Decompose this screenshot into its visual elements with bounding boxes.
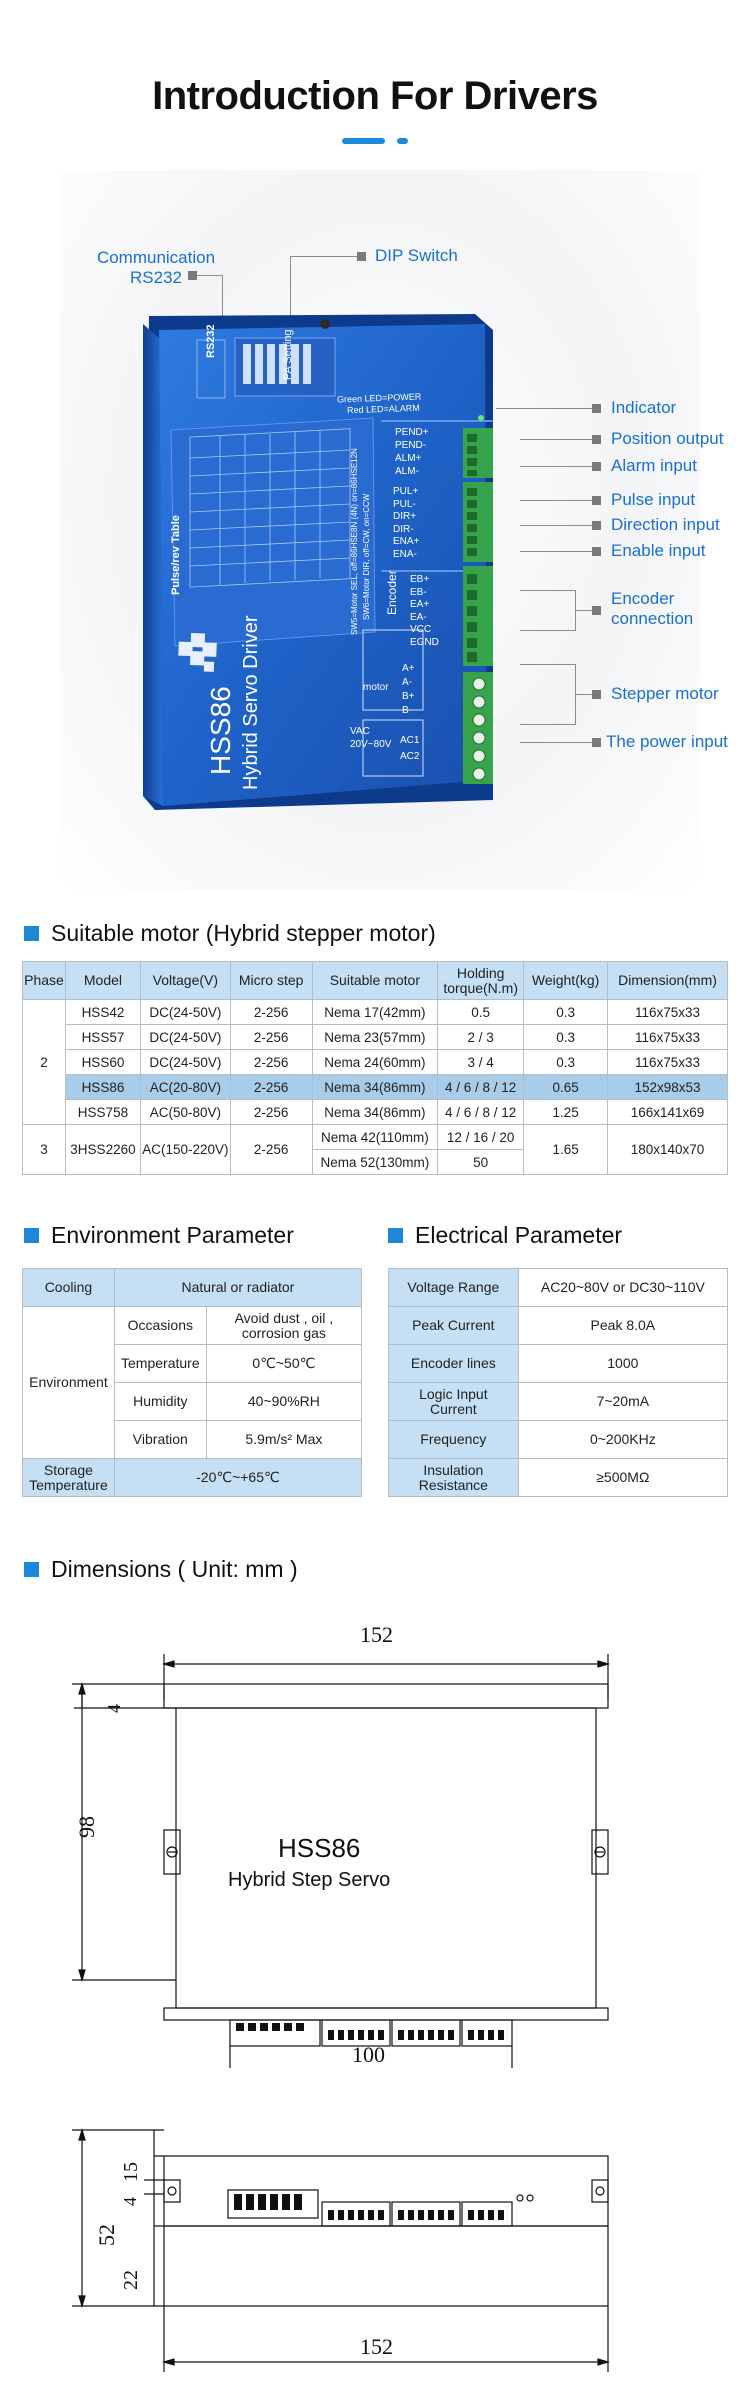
cell: AC20~80V or DC30~110V — [518, 1269, 727, 1307]
device-pins-enc — [410, 574, 439, 649]
cell: Humidity — [114, 1383, 206, 1421]
callout-marker — [592, 606, 601, 615]
leader-line — [197, 275, 223, 276]
cell: 0.3 — [524, 1025, 608, 1050]
cell: AC(150-220V) — [140, 1125, 230, 1175]
cell: 12 / 16 / 20 — [438, 1125, 524, 1150]
cell: 4 / 6 / 8 / 12 — [438, 1100, 524, 1125]
col-header: Voltage(V) — [140, 962, 230, 1000]
dim-side-height-label: 52 — [94, 2224, 119, 2246]
callout-alarm-input: Alarm input — [611, 456, 697, 475]
cell: Peak Current — [389, 1307, 519, 1345]
pin-label: PEND- — [395, 440, 427, 451]
section-marker — [388, 1228, 403, 1243]
cell: Temperature — [114, 1345, 206, 1383]
dim-side-top-label: 15 — [120, 2162, 142, 2182]
cell: Nema 24(60mm) — [312, 1050, 438, 1075]
cell: -20℃~+65℃ — [114, 1459, 361, 1497]
pin-label: A+ — [402, 663, 415, 674]
table-header-row — [23, 962, 728, 1000]
cell: 116x75x33 — [608, 1025, 728, 1050]
device-model: HSS86 — [205, 686, 236, 775]
callout-position-output: Position output — [611, 429, 724, 448]
electrical-table — [388, 1268, 728, 1497]
pin-label: EGND — [410, 636, 439, 648]
callout-marker — [592, 738, 601, 747]
cell: Vibration — [114, 1421, 206, 1459]
pin-label: ALM- — [395, 466, 419, 477]
callout-pulse-input: Pulse input — [611, 490, 696, 509]
pin-label: EA+ — [410, 599, 430, 610]
driver-illustration — [135, 310, 520, 820]
dim-hole-span-label: 100 — [352, 2042, 385, 2067]
pin-label: VCC — [410, 624, 432, 635]
device-name: Hybrid Servo Driver — [240, 615, 262, 790]
callout-marker — [592, 496, 601, 505]
cell: Environment — [23, 1307, 115, 1459]
cell: 4 / 6 / 8 / 12 — [438, 1075, 524, 1100]
cell: 2 / 3 — [438, 1025, 524, 1050]
leader-line — [520, 664, 575, 665]
dims-section-title: Dimensions ( Unit: mm ) — [51, 1556, 298, 1582]
cell: DC(24-50V) — [140, 1000, 230, 1025]
leader-line — [575, 694, 592, 695]
cell: 50 — [438, 1150, 524, 1175]
cell: Encoder lines — [389, 1345, 519, 1383]
table-row — [389, 1307, 728, 1345]
leader-line — [575, 610, 592, 611]
cell: HSS42 — [65, 1000, 140, 1025]
leader-line — [520, 630, 575, 631]
cell: 1000 — [518, 1345, 727, 1383]
cell: 3HSS2260 — [65, 1125, 140, 1175]
cell: 5.9m/s² Max — [206, 1421, 361, 1459]
callout-stepper-motor: Stepper motor — [611, 684, 719, 703]
table-row — [389, 1459, 728, 1497]
cell: 2-256 — [230, 1000, 312, 1025]
cell: 1.65 — [524, 1125, 608, 1175]
leader-line — [496, 408, 592, 409]
phase-cell: 2 — [23, 1000, 66, 1125]
device-pins-ctrl1 — [395, 426, 429, 478]
cell: 116x75x33 — [608, 1050, 728, 1075]
table-row — [389, 1345, 728, 1383]
callout-marker — [592, 404, 601, 413]
leader-line — [520, 551, 592, 552]
dim-side-mid-label: 4 — [120, 2197, 140, 2206]
callout-marker — [592, 547, 601, 556]
elec-section-heading — [388, 1222, 622, 1249]
dim-height-label: 98 — [74, 1816, 99, 1838]
leader-line — [520, 590, 575, 591]
dims-section-heading — [24, 1556, 298, 1583]
table-row — [389, 1421, 728, 1459]
cell: DC(24-50V) — [140, 1025, 230, 1050]
pin-label: PEND+ — [395, 427, 429, 438]
pin-label: EB- — [410, 586, 427, 598]
environment-table — [22, 1268, 362, 1497]
device-sw-note-2: SW6=Motor DIR, off=CW, on=CCW — [362, 493, 371, 620]
cell: 0.3 — [524, 1050, 608, 1075]
cell: HSS86 — [65, 1075, 140, 1100]
table-row — [23, 1269, 362, 1307]
pin-label: AC1 — [400, 735, 420, 746]
motor-section-title: Suitable motor (Hybrid stepper motor) — [51, 920, 436, 946]
cell: HSS60 — [65, 1050, 140, 1075]
pin-label: DIR- — [393, 523, 414, 535]
callout-power-input: The power input — [606, 732, 728, 751]
callout-communication: Communication RS232 — [96, 248, 216, 287]
cell: 2-256 — [230, 1100, 312, 1125]
device-led-green: Green LED=POWER — [336, 391, 422, 405]
callout-marker — [592, 462, 601, 471]
leader-line — [520, 500, 592, 501]
callout-marker — [592, 521, 601, 530]
cell: Insulation Resistance — [389, 1459, 519, 1497]
pin-label: B- — [402, 705, 412, 716]
callout-enable-input: Enable input — [611, 541, 706, 560]
cell: 0.5 — [438, 1000, 524, 1025]
leader-line — [520, 525, 592, 526]
col-header: Model — [65, 962, 140, 1000]
dim-offset-label: 4 — [104, 1704, 124, 1713]
cell: Nema 17(42mm) — [312, 1000, 438, 1025]
motor-table — [22, 961, 728, 1175]
env-section-title: Environment Parameter — [51, 1222, 294, 1248]
cell: Avoid dust , oil , corrosion gas — [206, 1307, 361, 1345]
device-encoder-label: Encoder — [385, 570, 399, 615]
cell: Natural or radiator — [114, 1269, 361, 1307]
cell: 116x75x33 — [608, 1000, 728, 1025]
cell: 0.65 — [524, 1075, 608, 1100]
cell: DC(24-50V) — [140, 1050, 230, 1075]
device-pa-setting: PA Setting — [282, 329, 294, 380]
device-vac-label: VAC 20V~80V — [350, 726, 392, 750]
cell: Occasions — [114, 1307, 206, 1345]
leader-line — [520, 742, 592, 743]
leader-line — [520, 439, 592, 440]
cell: 0~200KHz — [518, 1421, 727, 1459]
leader-line — [520, 466, 592, 467]
table-row — [23, 1100, 728, 1125]
cell: 2-256 — [230, 1125, 312, 1175]
table-row — [23, 1307, 362, 1345]
leader-line — [520, 724, 575, 725]
top-view-drawing — [60, 1620, 690, 2070]
cell: Nema 34(86mm) — [312, 1100, 438, 1125]
pin-label: A- — [402, 677, 412, 688]
device-led-red: Red LED=ALARM — [346, 402, 420, 416]
col-header: Micro step — [230, 962, 312, 1000]
device-pins-motor — [402, 662, 415, 718]
cell: 3 / 4 — [438, 1050, 524, 1075]
cell: HSS758 — [65, 1100, 140, 1125]
device-rs232-label: RS232 — [205, 324, 217, 358]
device-pins-power — [400, 733, 419, 765]
callout-encoder-connection: Encoder connection — [611, 589, 694, 628]
dims-subtitle: Hybrid Step Servo — [228, 1869, 391, 1891]
cell: 2-256 — [230, 1025, 312, 1050]
cell: Nema 52(130mm) — [312, 1150, 438, 1175]
title-underline — [342, 138, 385, 144]
cell: AC(50-80V) — [140, 1100, 230, 1125]
pin-label: PUL+ — [393, 486, 419, 497]
callout-indicator: Indicator — [611, 398, 677, 417]
table-row — [23, 1000, 728, 1025]
section-marker — [24, 926, 39, 941]
elec-section-title: Electrical Parameter — [415, 1222, 623, 1248]
dims-model: HSS86 — [278, 1833, 361, 1863]
table-row — [23, 1125, 728, 1150]
cell: ≥500MΩ — [518, 1459, 727, 1497]
device-pins-ctrl2 — [393, 486, 419, 561]
cell: 2-256 — [230, 1050, 312, 1075]
device-sw-note-1: SW5=Motor SEL, off=86HSE8N (4N) on=86HSE12N — [350, 448, 359, 635]
cell: Logic Input Current — [389, 1383, 519, 1421]
pin-label: EB+ — [410, 574, 430, 585]
dim-width-label: 152 — [360, 1622, 393, 1647]
callout-dip-switch: DIP Switch — [375, 246, 458, 265]
cell: Storage Temperature — [23, 1459, 115, 1497]
cell: 2-256 — [230, 1075, 312, 1100]
pin-label: PUL- — [393, 498, 416, 510]
cell: 40~90%RH — [206, 1383, 361, 1421]
col-header: Suitable motor — [312, 962, 438, 1000]
table-row — [23, 1050, 728, 1075]
dim-side-width-label: 152 — [360, 2334, 393, 2359]
env-section-heading — [24, 1222, 294, 1249]
device-pulse-table-title: Pulse/rev Table — [170, 515, 182, 595]
col-header: Dimension(mm) — [608, 962, 728, 1000]
section-marker — [24, 1228, 39, 1243]
callout-marker — [188, 271, 197, 280]
cell: HSS57 — [65, 1025, 140, 1050]
cell: Frequency — [389, 1421, 519, 1459]
cell: Voltage Range — [389, 1269, 519, 1307]
pin-label: B+ — [402, 691, 415, 702]
callout-marker — [592, 690, 601, 699]
col-header: Holding torque(N.m) — [438, 962, 524, 1000]
pin-label: AC2 — [400, 751, 420, 762]
phase-cell: 3 — [23, 1125, 66, 1175]
cell: 180x140x70 — [608, 1125, 728, 1175]
cell: Nema 23(57mm) — [312, 1025, 438, 1050]
section-marker — [24, 1562, 39, 1577]
cell: Cooling — [23, 1269, 115, 1307]
cell: 7~20mA — [518, 1383, 727, 1421]
table-row-highlighted — [23, 1075, 728, 1100]
pin-label: ENA- — [393, 548, 417, 560]
cell: Nema 42(110mm) — [312, 1125, 438, 1150]
pin-label: DIR+ — [393, 511, 417, 522]
motor-section-heading — [24, 920, 436, 947]
cell: Nema 34(86mm) — [312, 1075, 438, 1100]
col-header: Weight(kg) — [524, 962, 608, 1000]
table-row — [23, 1025, 728, 1050]
device-motor-label: motor — [363, 682, 389, 693]
cell: AC(20-80V) — [140, 1075, 230, 1100]
cell: 166x141x69 — [608, 1100, 728, 1125]
callout-direction-input: Direction input — [611, 515, 720, 534]
table-row — [389, 1383, 728, 1421]
leader-line — [290, 256, 357, 257]
callout-marker — [357, 252, 366, 261]
cell: 1.25 — [524, 1100, 608, 1125]
pin-label: EA- — [410, 611, 427, 623]
cell: 0.3 — [524, 1000, 608, 1025]
pin-label: ALM+ — [395, 453, 422, 464]
table-row — [23, 1459, 362, 1497]
cell: Peak 8.0A — [518, 1307, 727, 1345]
pin-label: ENA+ — [393, 536, 420, 547]
col-header: Phase — [23, 962, 66, 1000]
table-row — [389, 1269, 728, 1307]
page-title: Introduction For Drivers — [152, 74, 598, 118]
cell: 152x98x53 — [608, 1075, 728, 1100]
dim-side-low-label: 22 — [120, 2270, 142, 2290]
cell: 0℃~50℃ — [206, 1345, 361, 1383]
callout-marker — [592, 435, 601, 444]
title-underline-dot — [397, 138, 408, 144]
